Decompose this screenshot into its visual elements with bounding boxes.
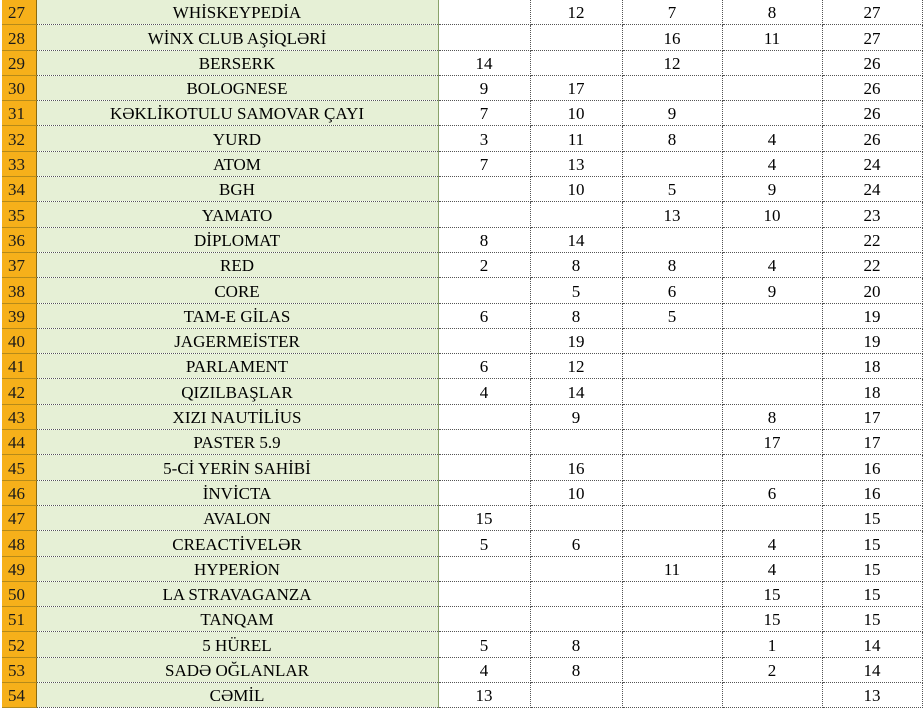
total-score-cell[interactable]: 17 — [822, 404, 922, 429]
total-score-cell[interactable]: 16 — [822, 480, 922, 505]
total-score-cell[interactable]: 26 — [822, 50, 922, 75]
round-1-score-cell[interactable]: 3 — [438, 126, 530, 151]
total-score-cell[interactable]: 15 — [822, 581, 922, 606]
round-1-score-cell[interactable] — [438, 455, 530, 480]
table-row — [2, 252, 922, 277]
round-3-score-cell[interactable] — [622, 354, 722, 379]
round-3-score-cell[interactable] — [622, 505, 722, 530]
round-1-score-cell[interactable] — [438, 404, 530, 429]
round-2-score-cell[interactable] — [530, 50, 622, 75]
team-name-cell[interactable]: CƏMİL — [36, 683, 438, 708]
round-4-score-cell[interactable]: 15 — [722, 607, 822, 632]
round-1-score-cell[interactable] — [438, 25, 530, 50]
round-3-score-cell[interactable] — [622, 632, 722, 657]
rank-cell[interactable]: 37 — [2, 252, 36, 277]
round-4-score-cell[interactable] — [722, 505, 822, 530]
total-score-cell[interactable]: 15 — [822, 556, 922, 581]
standings-table — [2, 0, 923, 708]
team-name-cell[interactable]: 5-Cİ YERİN SAHİBİ — [36, 455, 438, 480]
round-2-score-cell[interactable] — [530, 505, 622, 530]
total-score-cell[interactable]: 27 — [822, 25, 922, 50]
table-row — [2, 404, 922, 429]
round-2-score-cell[interactable]: 8 — [530, 303, 622, 328]
round-2-score-cell[interactable] — [530, 25, 622, 50]
round-1-score-cell[interactable]: 6 — [438, 303, 530, 328]
rank-cell[interactable]: 41 — [2, 354, 36, 379]
round-3-score-cell[interactable] — [622, 480, 722, 505]
total-score-cell[interactable]: 22 — [822, 227, 922, 252]
round-3-score-cell[interactable]: 11 — [622, 556, 722, 581]
team-name-cell[interactable]: LA STRAVAGANZA — [36, 581, 438, 606]
rank-cell[interactable]: 54 — [2, 683, 36, 708]
table-row — [2, 683, 922, 708]
round-1-score-cell[interactable] — [438, 581, 530, 606]
round-3-score-cell[interactable]: 16 — [622, 25, 722, 50]
team-name-cell[interactable]: WHİSKEYPEDİA — [36, 0, 438, 25]
round-3-score-cell[interactable]: 7 — [622, 0, 722, 25]
round-4-score-cell[interactable]: 11 — [722, 25, 822, 50]
round-4-score-cell[interactable]: 4 — [722, 556, 822, 581]
table-row — [2, 151, 922, 176]
team-name-cell[interactable]: TAM-E GİLAS — [36, 303, 438, 328]
round-3-score-cell[interactable] — [622, 151, 722, 176]
rank-cell[interactable]: 31 — [2, 101, 36, 126]
rank-cell[interactable]: 40 — [2, 328, 36, 353]
total-score-cell[interactable]: 26 — [822, 101, 922, 126]
total-score-cell[interactable]: 15 — [822, 531, 922, 556]
team-name-cell[interactable]: HYPERİON — [36, 556, 438, 581]
round-3-score-cell[interactable] — [622, 328, 722, 353]
round-2-score-cell[interactable] — [530, 581, 622, 606]
round-2-score-cell[interactable]: 16 — [530, 455, 622, 480]
round-1-score-cell[interactable]: 5 — [438, 531, 530, 556]
table-row — [2, 202, 922, 227]
table-row — [2, 101, 922, 126]
round-4-score-cell[interactable]: 4 — [722, 151, 822, 176]
round-4-score-cell[interactable] — [722, 683, 822, 708]
round-3-score-cell[interactable]: 13 — [622, 202, 722, 227]
table-row — [2, 531, 922, 556]
rank-cell[interactable]: 34 — [2, 177, 36, 202]
total-score-cell[interactable]: 20 — [822, 278, 922, 303]
round-2-score-cell[interactable] — [530, 607, 622, 632]
round-4-score-cell[interactable]: 9 — [722, 177, 822, 202]
round-1-score-cell[interactable] — [438, 278, 530, 303]
round-2-score-cell[interactable] — [530, 202, 622, 227]
round-1-score-cell[interactable]: 2 — [438, 252, 530, 277]
table-row — [2, 657, 922, 682]
total-score-cell[interactable]: 19 — [822, 328, 922, 353]
round-4-score-cell[interactable] — [722, 227, 822, 252]
total-score-cell[interactable]: 16 — [822, 455, 922, 480]
team-name-cell[interactable]: QIZILBAŞLAR — [36, 379, 438, 404]
round-4-score-cell[interactable]: 17 — [722, 430, 822, 455]
round-3-score-cell[interactable] — [622, 227, 722, 252]
round-1-score-cell[interactable] — [438, 556, 530, 581]
table-row — [2, 0, 922, 25]
round-1-score-cell[interactable] — [438, 607, 530, 632]
total-score-cell[interactable]: 23 — [822, 202, 922, 227]
round-2-score-cell[interactable]: 8 — [530, 657, 622, 682]
team-name-cell[interactable]: TANQAM — [36, 607, 438, 632]
team-name-cell[interactable]: SADƏ OĞLANLAR — [36, 657, 438, 682]
table-row — [2, 430, 922, 455]
total-score-cell[interactable]: 19 — [822, 303, 922, 328]
team-name-cell[interactable]: YURD — [36, 126, 438, 151]
total-score-cell[interactable]: 26 — [822, 126, 922, 151]
rank-cell[interactable]: 30 — [2, 75, 36, 100]
table-row — [2, 607, 922, 632]
team-name-cell[interactable]: İNVİCTA — [36, 480, 438, 505]
rank-cell[interactable]: 52 — [2, 632, 36, 657]
round-2-score-cell[interactable]: 10 — [530, 177, 622, 202]
round-4-score-cell[interactable] — [722, 455, 822, 480]
table-row — [2, 278, 922, 303]
team-name-cell[interactable]: DİPLOMAT — [36, 227, 438, 252]
team-name-cell[interactable]: BOLOGNESE — [36, 75, 438, 100]
round-2-score-cell[interactable]: 10 — [530, 480, 622, 505]
round-3-score-cell[interactable]: 6 — [622, 278, 722, 303]
round-4-score-cell[interactable] — [722, 379, 822, 404]
round-2-score-cell[interactable] — [530, 556, 622, 581]
round-4-score-cell[interactable] — [722, 75, 822, 100]
table-row — [2, 581, 922, 606]
table-row — [2, 354, 922, 379]
round-3-score-cell[interactable]: 8 — [622, 252, 722, 277]
round-4-score-cell[interactable]: 4 — [722, 126, 822, 151]
round-4-score-cell[interactable] — [722, 50, 822, 75]
rank-cell[interactable]: 47 — [2, 505, 36, 530]
round-1-score-cell[interactable]: 6 — [438, 354, 530, 379]
team-name-cell[interactable]: CREACTİVELƏR — [36, 531, 438, 556]
table-row — [2, 227, 922, 252]
team-name-cell[interactable]: WİNX CLUB AŞİQLƏRİ — [36, 25, 438, 50]
team-name-cell[interactable]: JAGERMEİSTER — [36, 328, 438, 353]
team-name-cell[interactable]: BGH — [36, 177, 438, 202]
team-name-cell[interactable]: KƏKLİKOTULU SAMOVAR ÇAYI — [36, 101, 438, 126]
team-name-cell[interactable]: CORE — [36, 278, 438, 303]
rank-cell[interactable]: 42 — [2, 379, 36, 404]
round-4-score-cell[interactable]: 8 — [722, 404, 822, 429]
total-score-cell[interactable]: 18 — [822, 379, 922, 404]
rank-cell[interactable]: 36 — [2, 227, 36, 252]
round-2-score-cell[interactable] — [530, 430, 622, 455]
round-2-score-cell[interactable]: 8 — [530, 632, 622, 657]
round-3-score-cell[interactable] — [622, 581, 722, 606]
table-row — [2, 632, 922, 657]
total-score-cell[interactable]: 24 — [822, 151, 922, 176]
round-3-score-cell[interactable] — [622, 657, 722, 682]
rank-cell[interactable]: 48 — [2, 531, 36, 556]
rank-cell[interactable]: 51 — [2, 607, 36, 632]
round-4-score-cell[interactable]: 4 — [722, 252, 822, 277]
table-row — [2, 379, 922, 404]
rank-cell[interactable]: 27 — [2, 0, 36, 25]
table-row — [2, 25, 922, 50]
total-score-cell[interactable]: 18 — [822, 354, 922, 379]
total-score-cell[interactable]: 22 — [822, 252, 922, 277]
round-3-score-cell[interactable] — [622, 75, 722, 100]
rank-cell[interactable]: 28 — [2, 25, 36, 50]
table-row — [2, 505, 922, 530]
round-2-score-cell[interactable]: 9 — [530, 404, 622, 429]
round-1-score-cell[interactable]: 8 — [438, 227, 530, 252]
round-1-score-cell[interactable]: 9 — [438, 75, 530, 100]
round-2-score-cell[interactable]: 10 — [530, 101, 622, 126]
round-3-score-cell[interactable]: 8 — [622, 126, 722, 151]
team-name-cell[interactable]: PASTER 5.9 — [36, 430, 438, 455]
round-4-score-cell[interactable]: 15 — [722, 581, 822, 606]
total-score-cell[interactable]: 13 — [822, 683, 922, 708]
round-3-score-cell[interactable] — [622, 404, 722, 429]
table-row — [2, 50, 922, 75]
round-4-score-cell[interactable] — [722, 101, 822, 126]
round-3-score-cell[interactable]: 12 — [622, 50, 722, 75]
round-2-score-cell[interactable]: 6 — [530, 531, 622, 556]
round-1-score-cell[interactable]: 7 — [438, 101, 530, 126]
round-4-score-cell[interactable]: 10 — [722, 202, 822, 227]
round-1-score-cell[interactable] — [438, 177, 530, 202]
round-3-score-cell[interactable]: 5 — [622, 303, 722, 328]
total-score-cell[interactable]: 14 — [822, 657, 922, 682]
table-row — [2, 556, 922, 581]
round-1-score-cell[interactable]: 15 — [438, 505, 530, 530]
total-score-cell[interactable]: 17 — [822, 430, 922, 455]
round-4-score-cell[interactable] — [722, 303, 822, 328]
round-1-score-cell[interactable]: 13 — [438, 683, 530, 708]
rank-cell[interactable]: 46 — [2, 480, 36, 505]
round-3-score-cell[interactable]: 9 — [622, 101, 722, 126]
round-1-score-cell[interactable]: 4 — [438, 379, 530, 404]
table-row — [2, 75, 922, 100]
round-4-score-cell[interactable]: 1 — [722, 632, 822, 657]
round-2-score-cell[interactable]: 12 — [530, 354, 622, 379]
total-score-cell[interactable]: 26 — [822, 75, 922, 100]
round-1-score-cell[interactable]: 7 — [438, 151, 530, 176]
round-1-score-cell[interactable] — [438, 480, 530, 505]
round-1-score-cell[interactable] — [438, 202, 530, 227]
rank-cell[interactable]: 29 — [2, 50, 36, 75]
team-name-cell[interactable]: BERSERK — [36, 50, 438, 75]
rank-cell[interactable]: 44 — [2, 430, 36, 455]
table-row — [2, 126, 922, 151]
table-row — [2, 480, 922, 505]
rank-cell[interactable]: 33 — [2, 151, 36, 176]
rank-cell[interactable]: 35 — [2, 202, 36, 227]
rank-cell[interactable]: 39 — [2, 303, 36, 328]
round-3-score-cell[interactable]: 5 — [622, 177, 722, 202]
rank-cell[interactable]: 53 — [2, 657, 36, 682]
round-3-score-cell[interactable] — [622, 430, 722, 455]
round-2-score-cell[interactable] — [530, 683, 622, 708]
team-name-cell[interactable]: PARLAMENT — [36, 354, 438, 379]
rank-cell[interactable]: 50 — [2, 581, 36, 606]
table-row — [2, 177, 922, 202]
round-3-score-cell[interactable] — [622, 683, 722, 708]
team-name-cell[interactable]: YAMATO — [36, 202, 438, 227]
round-2-score-cell[interactable]: 14 — [530, 379, 622, 404]
rank-cell[interactable]: 38 — [2, 278, 36, 303]
round-3-score-cell[interactable] — [622, 379, 722, 404]
round-4-score-cell[interactable] — [722, 328, 822, 353]
team-name-cell[interactable]: AVALON — [36, 505, 438, 530]
team-name-cell[interactable]: ATOM — [36, 151, 438, 176]
round-1-score-cell[interactable] — [438, 328, 530, 353]
round-1-score-cell[interactable]: 14 — [438, 50, 530, 75]
round-4-score-cell[interactable]: 4 — [722, 531, 822, 556]
round-4-score-cell[interactable] — [722, 354, 822, 379]
team-name-cell[interactable]: 5 HÜREL — [36, 632, 438, 657]
total-score-cell[interactable]: 14 — [822, 632, 922, 657]
round-2-score-cell[interactable]: 19 — [530, 328, 622, 353]
round-1-score-cell[interactable] — [438, 0, 530, 25]
round-4-score-cell[interactable]: 6 — [722, 480, 822, 505]
round-2-score-cell[interactable]: 12 — [530, 0, 622, 25]
round-4-score-cell[interactable]: 8 — [722, 0, 822, 25]
round-2-score-cell[interactable]: 5 — [530, 278, 622, 303]
team-name-cell[interactable]: RED — [36, 252, 438, 277]
round-2-score-cell[interactable]: 11 — [530, 126, 622, 151]
total-score-cell[interactable]: 15 — [822, 607, 922, 632]
total-score-cell[interactable]: 27 — [822, 0, 922, 25]
round-3-score-cell[interactable] — [622, 531, 722, 556]
round-1-score-cell[interactable] — [438, 430, 530, 455]
round-2-score-cell[interactable]: 8 — [530, 252, 622, 277]
table-row — [2, 303, 922, 328]
round-2-score-cell[interactable]: 17 — [530, 75, 622, 100]
round-3-score-cell[interactable] — [622, 455, 722, 480]
round-4-score-cell[interactable]: 2 — [722, 657, 822, 682]
rank-cell[interactable]: 32 — [2, 126, 36, 151]
round-2-score-cell[interactable]: 13 — [530, 151, 622, 176]
rank-cell[interactable]: 43 — [2, 404, 36, 429]
table-row — [2, 455, 922, 480]
rank-cell[interactable]: 49 — [2, 556, 36, 581]
round-1-score-cell[interactable]: 5 — [438, 632, 530, 657]
team-name-cell[interactable]: XIZI NAUTİLİUS — [36, 404, 438, 429]
total-score-cell[interactable]: 15 — [822, 505, 922, 530]
total-score-cell[interactable]: 24 — [822, 177, 922, 202]
round-3-score-cell[interactable] — [622, 607, 722, 632]
round-4-score-cell[interactable]: 9 — [722, 278, 822, 303]
rank-cell[interactable]: 45 — [2, 455, 36, 480]
table-row — [2, 328, 922, 353]
round-1-score-cell[interactable]: 4 — [438, 657, 530, 682]
round-2-score-cell[interactable]: 14 — [530, 227, 622, 252]
